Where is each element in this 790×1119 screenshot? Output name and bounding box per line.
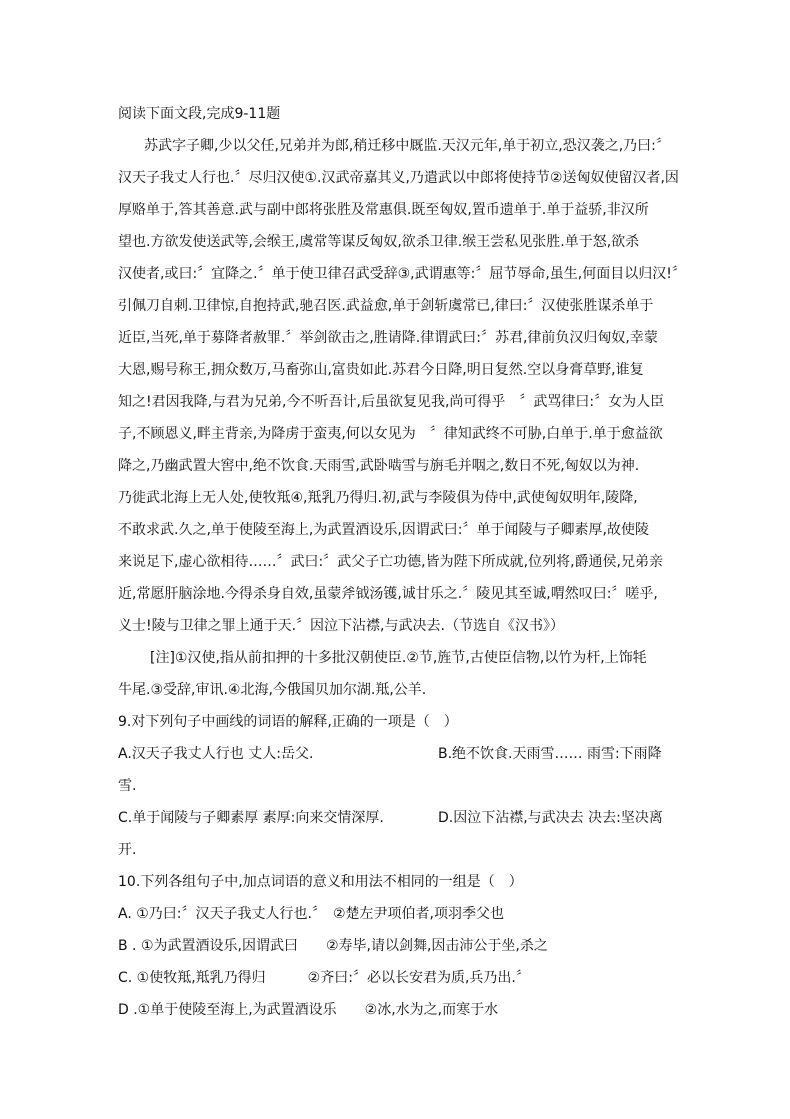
question-9-option-c: C.单于闻陵与子卿素厚 素厚:向来交情深厚. <box>118 810 384 826</box>
passage-line: 厚赂单于,答其善意.武与副中郎将张胜及常惠俱.既至匈奴,置币遗单于.单于益骄,非汉所 <box>118 202 649 218</box>
passage-line: 义士!陵与卫律之罪上通于天.〞因泣下沾襟,与武决去.（节选自《汉书》） <box>118 618 564 634</box>
question-10-option-a: A. ①乃曰:〞汉天子我丈人行也.〞 ②楚左尹项伯者,项羽季父也 <box>118 906 504 922</box>
passage-line: 子,不顾恩义,畔主背亲,为降虏于蛮夷,何以女见为 〞律知武终不可胁,白单于.单于愈益欲 <box>118 426 663 442</box>
question-10-stem: 10.下列各组句子中,加点词语的意义和用法不相同的一组是（ ） <box>118 874 523 890</box>
question-9-option-b-continued: 雪. <box>118 778 137 794</box>
annotation-line: [注]①汉使,指从前扣押的十多批汉朝使臣.②节,旌节,古使臣信物,以竹为杆,上饰牦 <box>150 650 647 666</box>
passage-line: 苏武字子卿,少以父任,兄弟并为郎,稍迁移中厩监.天汉元年,单于初立,恐汉袭之,乃曰:〞 <box>144 138 670 154</box>
question-10-option-c: C. ①使牧羝,羝乳乃得归 ②齐曰:〞必以长安君为质,兵乃出.〞 <box>118 970 530 986</box>
passage-line: 近臣,当死,单于募降者赦罪.〞举剑欲击之,胜请降.律谓武曰:〞苏君,律前负汉归匈奴,幸蒙 <box>118 330 658 346</box>
passage-line: 近,常愿肝脑涂地.今得杀身自效,虽蒙斧钺汤镬,诚甘乐之.〞陵见其至诚,喟然叹曰:〞嗟乎, <box>118 586 658 602</box>
passage-line: 望也.方欲发使送武等,会缑王,虞常等谋反匈奴,欲杀卫律.缑王尝私见张胜.单于怒,欲杀 <box>118 234 640 250</box>
passage-line: 来说足下,虚心欲相待……〞武曰:〞武父子亡功德,皆为陛下所成就,位列将,爵通侯,兄弟亲 <box>118 554 663 570</box>
question-9-stem: 9.对下列句子中画线的词语的解释,正确的一项是（ ） <box>118 714 458 730</box>
question-9-option-d-continued: 开. <box>118 842 137 858</box>
passage-line: 知之!君因我降,与君为兄弟,今不听吾计,后虽欲复见我,尚可得乎 〞武骂律曰:〞女为人臣 <box>118 394 665 410</box>
passage-line: 汉使者,或曰:〞宜降之.〞单于使卫律召武受辞③,武谓惠等:〞屈节辱命,虽生,何面目以归汉!〞 <box>118 266 686 282</box>
question-9-option-a: A.汉天子我丈人行也 丈人:岳父. <box>118 746 314 762</box>
question-10-option-d: D .①单于使陵至海上,为武置酒设乐 ②冰,水为之,而寒于水 <box>118 1002 499 1018</box>
question-9-option-b: B.绝不饮食.天雨雪…… 雨雪:下雨降 <box>438 746 662 762</box>
passage-line: 汉天子我丈人行也.〞尽归汉使①.汉武帝嘉其义,乃遣武以中郎将使持节②送匈奴使留汉者,因 <box>118 170 679 186</box>
question-10-option-b: B . ①为武置酒设乐,因谓武曰 ②寿毕,请以剑舞,因击沛公于坐,杀之 <box>118 938 548 954</box>
passage-line: 降之,乃幽武置大窖中,绝不饮食.天雨雪,武卧啮雪与旃毛并咽之,数日不死,匈奴以为神. <box>118 458 640 474</box>
passage-line: 大恩,赐号称王,拥众数万,马畜弥山,富贵如此.苏君今日降,明日复然.空以身膏草野,谁复 <box>118 362 644 378</box>
passage-line: 引佩刀自刺.卫律惊,自抱持武,驰召医.武益愈,单于剑斩虞常已,律曰:〞汉使张胜谋杀单于 <box>118 298 654 314</box>
passage-line: 不敢求武.久之,单于使陵至海上,为武置酒设乐,因谓武曰:〞单于闻陵与子卿素厚,故使陵 <box>118 522 649 538</box>
annotation-line: 牛尾.③受辞,审讯.④北海,今俄国贝加尔湖.羝,公羊. <box>118 682 427 698</box>
question-9-option-d: D.因泣下沾襟,与武决去 决去:坚决离 <box>438 810 663 826</box>
passage-heading: 阅读下面文段,完成9-11题 <box>118 106 281 122</box>
passage-line: 乃徙武北海上无人处,使牧羝④,羝乳乃得归.初,武与李陵俱为侍中,武使匈奴明年,陵降, <box>118 490 638 506</box>
